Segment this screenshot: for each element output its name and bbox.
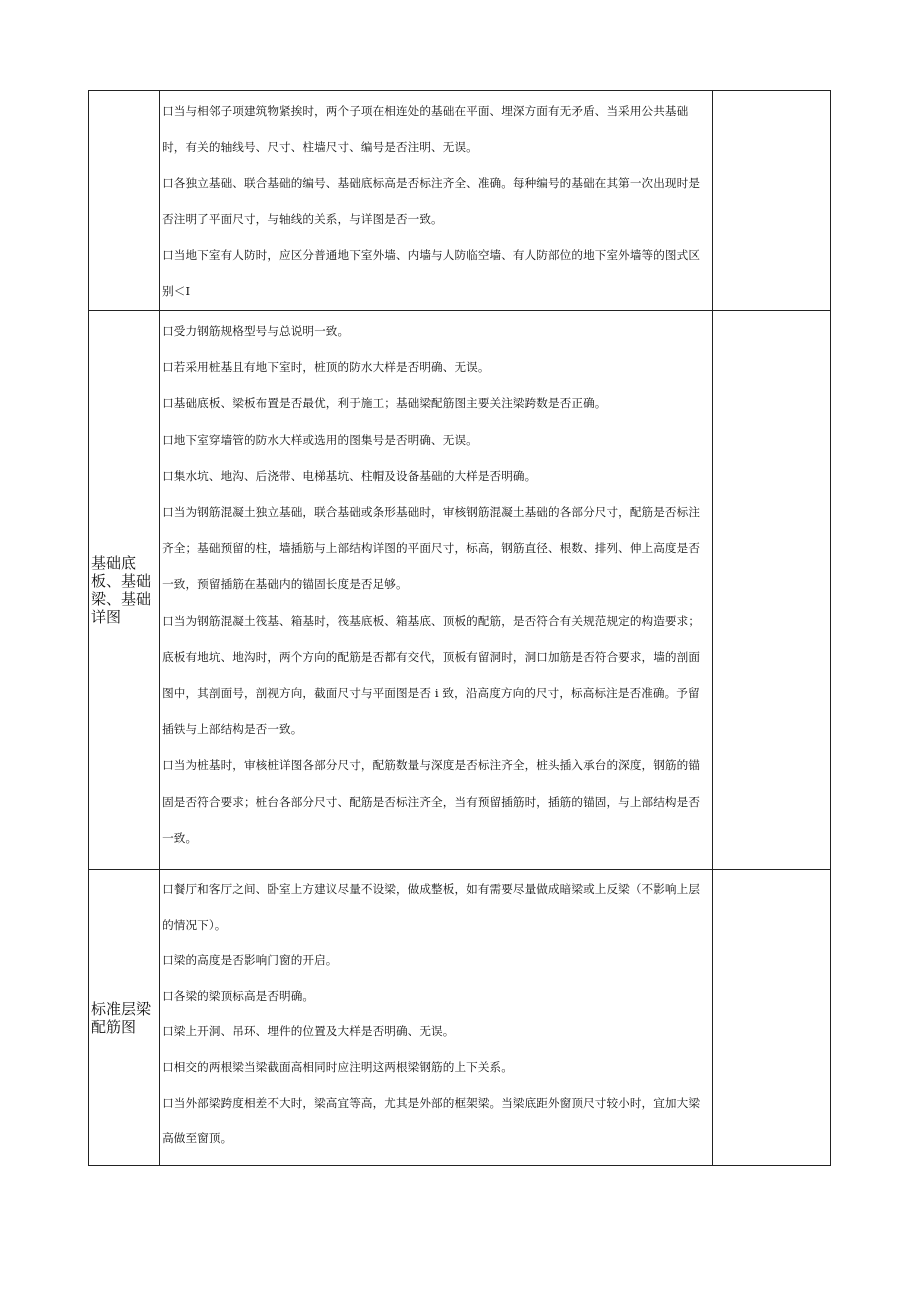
- category-cell: [89, 91, 160, 311]
- check-item: 口当为钢筋混凝土独立基础，联合基础或条形基础时，审核钢筋混凝土基础的各部分尺寸，配筋是否标注齐全；基础预留的柱，墙插筋与上部结构详图的平面尺寸，标高，钢筋直径、根数、排列、伸上高度是否一致，预留插筋在基础内的锚固长度是否足够。: [162, 505, 701, 592]
- items-cell: [160, 870, 713, 1166]
- check-item: 口当为钢筋混凝土筏基、箱基时，筏基底板、箱基底、顶板的配筋，是否符合有关规范规定的构造要求；底板有地坑、地沟时，两个方向的配筋是否都有交代，顶板有留洞时，洞口加筋是否符合要求，墙的剖面图中，其剖面号，剖视方向，截面尺寸与平面图是否 i 致，沿高度方向的尺寸，标高标注是否准确。予留插铁与上部结构是否一致。: [162, 613, 701, 737]
- check-item: 口当外部梁跨度相差不大时，梁高宜等高，尤其是外部的框架梁。当梁底距外窗顶尺寸较小时，宜加大梁高做至窗顶。: [162, 1095, 701, 1146]
- note-cell: [712, 311, 830, 870]
- table-row: [89, 311, 831, 870]
- check-item: 口梁上开洞、吊环、埋件的位置及大样是否明确、无误。: [162, 1024, 455, 1039]
- check-item: 口各独立基础、联合基础的编号、基础底标高是否标注齐全、准确。每种编号的基础在其第一次出现时是否注明了平面尺寸，与轴线的关系，与详图是否一致。: [162, 176, 701, 226]
- category-label: 基础底板、基础梁、基础详图: [91, 554, 152, 626]
- table-row: [89, 91, 831, 311]
- check-item: 口基础底板、梁板布置是否最优，利于施工；基础梁配筋图主要关注梁跨数是否正确。: [162, 396, 607, 411]
- items-cell: [160, 311, 713, 870]
- check-item: 口若采用桩基且有地下室时，桩顶的防水大样是否明确、无误。: [162, 360, 490, 375]
- note-cell: [712, 91, 830, 311]
- check-item: 口梁的高度是否影响门窗的开启。: [162, 953, 338, 968]
- check-item: 口餐厅和客厅之间、卧室上方建议尽量不设梁，做成整板，如有需要尽量做成暗梁或上反梁（不影响上层的情况下）。: [162, 882, 701, 932]
- check-item: 口当与相邻子项建筑物紧挨时，两个子项在相连处的基础在平面、埋深方面有无矛盾、当采用公共基础时，有关的轴线号、尺寸、柱墙尺寸、编号是否注明、无误。: [162, 104, 689, 154]
- review-checklist-table: [88, 90, 831, 1166]
- category-label: 标准层梁配筋图: [91, 999, 152, 1036]
- check-item: 口地下室穿墙管的防水大样或选用的图集号是否明确、无误。: [162, 432, 478, 447]
- category-cell: [89, 311, 160, 870]
- check-item: 口相交的两根梁当梁截面高相同时应注明这两根梁钢筋的上下关系。: [162, 1059, 513, 1074]
- check-item: 口当为桩基时，审核桩详图各部分尺寸，配筋数量与深度是否标注齐全，桩头插入承台的深度，钢筋的锚固是否符合要求；桩台各部分尺寸、配筋是否标注齐全，当有预留插筋时，插筋的锚固，与上部结构是否一致。: [162, 758, 701, 845]
- category-cell: [89, 870, 160, 1166]
- check-item: 口各梁的梁顶标高是否明确。: [162, 988, 315, 1003]
- check-item: 口集水坑、地沟、后浇带、电梯基坑、柱帽及设备基础的大样是否明确。: [162, 468, 537, 483]
- check-item: 口当地下室有人防时，应区分普通地下室外墙、内墙与人防临空墙、有人防部位的地下室外墙等的图式区别＜I: [162, 248, 701, 298]
- items-cell: [160, 91, 713, 311]
- table-row: [89, 870, 831, 1166]
- check-item: 口受力钢筋规格型号与总说明一致。: [162, 324, 350, 338]
- note-cell: [712, 870, 830, 1166]
